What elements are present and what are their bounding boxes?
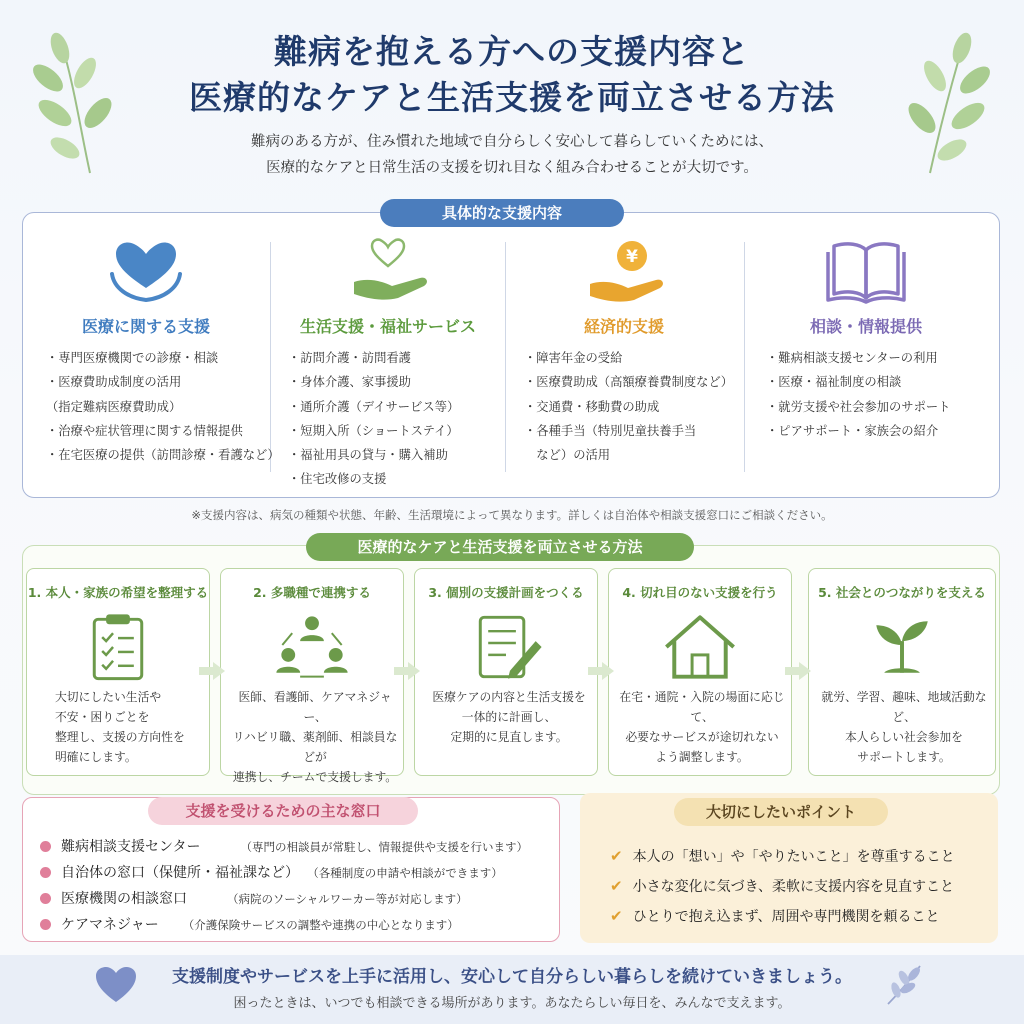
arrow-right-icon xyxy=(197,660,227,682)
method-step-4 xyxy=(608,568,792,776)
window-name: 難病相談支援センター xyxy=(61,839,201,855)
list-item: （指定難病医療費助成） xyxy=(46,399,182,414)
support-column-welfare xyxy=(270,236,506,486)
arrow-right-icon xyxy=(783,660,813,682)
step-title: 2. 多職種で連携する xyxy=(253,585,371,600)
point-text: ひとりで抱え込まず、周囲や専門機関を頼ること xyxy=(632,909,940,925)
step-text-line: 一体的に計画し、 xyxy=(461,710,557,724)
hand-heart-icon xyxy=(270,236,506,306)
arrow-right-icon xyxy=(392,660,422,682)
step-text-line: 医師、看護師、ケアマネジャー、 xyxy=(238,690,392,724)
step-description xyxy=(227,687,403,787)
support-heading-economic: 経済的支援 xyxy=(583,317,664,336)
step-description xyxy=(55,687,219,767)
support-heading-welfare: 生活支援・福祉サービス xyxy=(299,317,476,336)
bullet-dot xyxy=(40,867,51,878)
list-item: ・福祉用具の貸与・購入補助 xyxy=(288,448,448,463)
support-heading-medical: 医療に関する支援 xyxy=(81,317,210,336)
intro-line2: 医療的なケアと日常生活の支援を切れ目なく組み合わせることが大切です。 xyxy=(266,160,758,176)
point-text: 本人の「想い」や「やりたいこと」を尊重すること xyxy=(632,849,955,865)
yen-hand-icon xyxy=(506,236,742,306)
method-step-1 xyxy=(26,568,210,776)
step-text-line: よう調整します。 xyxy=(655,750,749,764)
list-item: ・身体介護、家事援助 xyxy=(288,375,411,390)
step-title: 3. 個別の支援計画をつくる xyxy=(428,585,584,600)
support-list-economic xyxy=(524,346,754,467)
page-title-line1: 難病を抱える方への支援内容と xyxy=(274,32,750,71)
list-item: ・交通費・移動費の助成 xyxy=(524,399,660,414)
list-item: ・短期入所（ショートステイ） xyxy=(288,423,459,438)
window-description: （介護保険サービスの調整や連携の中心となります） xyxy=(182,918,459,932)
window-description: （専門の相談員が常駐し、情報提供や支援を行います） xyxy=(240,840,528,854)
support-column-medical xyxy=(28,236,280,486)
window-name: 医療機関の相談窓口 xyxy=(61,891,187,907)
heart-hands-icon xyxy=(28,236,264,306)
list-item: ・治療や症状管理に関する情報提供 xyxy=(46,423,243,438)
step-text-line: リハビリ職、薬剤師、相談員などが xyxy=(232,730,398,764)
point-item xyxy=(610,846,955,866)
step-text-line: 医療ケアの内容と生活支援を xyxy=(432,690,586,704)
support-heading-consultation: 相談・情報提供 xyxy=(809,317,922,336)
window-name: 自治体の窓口（保健所・福祉課など） xyxy=(61,865,299,881)
list-item: ・障害年金の受給 xyxy=(524,351,623,365)
sprout-icon xyxy=(809,611,995,683)
page-title-line2: 医療的なケアと生活支援を両立させる方法 xyxy=(189,78,835,117)
support-column-economic xyxy=(506,236,742,486)
window-item xyxy=(40,914,459,934)
list-item: ・在宅医療の提供（訪問診療・看護など） xyxy=(46,448,280,463)
window-description: （病院のソーシャルワーカー等が対応します） xyxy=(227,892,468,906)
step-text-line: 不安・困りごとを xyxy=(55,710,150,724)
step-description xyxy=(423,687,595,747)
step-text-line: 大切にしたい生活や xyxy=(55,690,162,704)
clipboard-checklist-icon xyxy=(27,611,209,683)
document-pencil-icon xyxy=(415,611,597,683)
window-item xyxy=(40,888,468,908)
step-title: 5. 社会とのつながりを支える xyxy=(818,585,986,600)
step-text-line: 連携し、チームで支援します。 xyxy=(232,770,398,784)
points-section-label: 大切にしたいポイント xyxy=(674,798,888,826)
step-text-line: 就労、学習、趣味、地域活動など、 xyxy=(821,690,987,724)
list-item: ・各種手当（特別児童扶養手当 xyxy=(524,423,697,438)
step-text-line: 必要なサービスが途切れない xyxy=(625,730,779,744)
list-item: ・通所介護（デイサービス等） xyxy=(288,399,460,414)
step-description xyxy=(813,687,995,767)
step-text-line: 整理し、支援の方向性を xyxy=(55,730,185,744)
method-step-2 xyxy=(220,568,404,784)
footer-message: 支援制度やサービスを上手に活用し、安心して自分らしい暮らしを続けていきましょう。 xyxy=(172,967,852,987)
step-text-line: 明確にします。 xyxy=(55,750,137,764)
point-item xyxy=(610,876,954,896)
list-item: ・住宅改修の支援 xyxy=(288,472,387,487)
list-item: ・ピアサポート・家族会の紹介 xyxy=(766,423,939,438)
list-item: ・医療・福祉制度の相談 xyxy=(766,375,902,390)
list-item: ・難病相談支援センターの利用 xyxy=(766,351,938,365)
list-item: ・訪問介護・訪問看護 xyxy=(288,351,411,365)
step-text-line: サポートします。 xyxy=(857,750,951,764)
open-book-icon xyxy=(748,236,984,306)
support-list-medical xyxy=(46,346,280,467)
support-list-welfare xyxy=(288,346,518,492)
list-item: ・医療費助成（高額療養費制度など） xyxy=(524,375,734,390)
window-name: ケアマネジャー xyxy=(61,917,159,933)
bullet-dot xyxy=(40,919,51,930)
list-item: ・就労支援や社会参加のサポート xyxy=(766,399,951,414)
step-description xyxy=(613,687,791,767)
step-text-line: 在宅・通院・入院の場面に応じて、 xyxy=(619,690,785,724)
step-title: 1. 本人・家族の希望を整理する xyxy=(27,585,209,600)
point-item xyxy=(610,906,939,926)
method-step-5 xyxy=(808,568,996,776)
check-icon: ✔ xyxy=(610,847,623,865)
step-text-line: 定期的に見直します。 xyxy=(450,730,568,744)
check-icon: ✔ xyxy=(610,877,623,895)
list-item: ・専門医療機関での診療・相談 xyxy=(46,351,219,365)
list-item: など）の活用 xyxy=(524,448,611,463)
step-text-line: 本人らしい社会参加を xyxy=(845,730,963,744)
method-section-label: 医療的なケアと生活支援を両立させる方法 xyxy=(306,533,694,561)
arrow-right-icon xyxy=(586,660,616,682)
footer-submessage: 困ったときは、いつでも相談できる場所があります。あなたらしい毎日を、みんなで支えます。 xyxy=(233,996,791,1011)
intro-line1: 難病のある方が、住み慣れた地域で自分らしく安心して暮らしていくためには、 xyxy=(251,134,773,150)
window-description: （各種制度の申請や相談ができます） xyxy=(313,866,503,880)
svg-text:¥: ¥ xyxy=(626,247,638,267)
method-step-3 xyxy=(414,568,598,776)
house-icon xyxy=(609,611,791,683)
support-section-label: 具体的な支援内容 xyxy=(380,199,624,227)
list-item: ・医療費助成制度の活用 xyxy=(46,375,182,390)
team-network-icon xyxy=(221,611,403,683)
point-text: 小さな変化に気づき、柔軟に支援内容を見直すこと xyxy=(632,879,955,895)
bullet-dot xyxy=(40,841,51,852)
window-item xyxy=(40,862,503,882)
window-item xyxy=(40,836,528,856)
bullet-dot xyxy=(40,893,51,904)
support-list-consultation xyxy=(766,346,996,443)
step-title: 4. 切れ目のない支援を行う xyxy=(622,585,778,600)
support-column-consultation xyxy=(748,236,984,486)
support-note: ※支援内容は、病気の種類や状態、年齢、生活環境によって異なります。詳しくは自治体や相談支援窓口にご相談ください。 xyxy=(191,508,833,522)
check-icon: ✔ xyxy=(610,907,623,925)
windows-section-label: 支援を受けるための主な窓口 xyxy=(148,797,418,825)
